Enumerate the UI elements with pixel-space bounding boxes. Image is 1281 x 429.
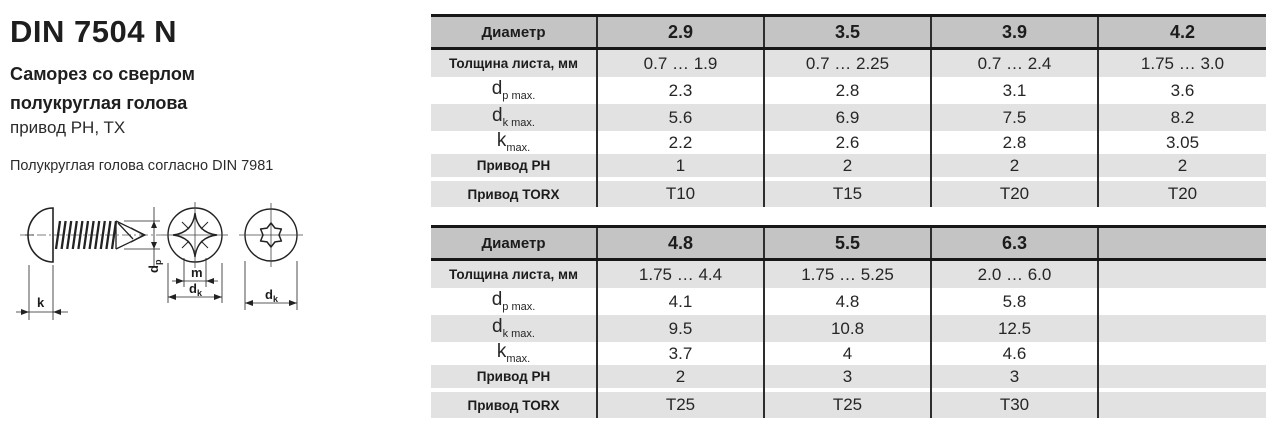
row-label: $d_{k max.}$ — [431, 104, 597, 131]
row-label: $k_{max.}$ — [431, 131, 597, 154]
table-row-drive-ph — [431, 154, 1266, 177]
value-cell: 2.6 — [764, 131, 931, 154]
value-cell: 0.7 … 2.4 — [931, 49, 1098, 78]
spec-table-large-diameters — [431, 225, 1266, 418]
dk-label-torx: $d_k$ — [265, 287, 278, 304]
value-cell: 3 — [764, 365, 931, 388]
value-cell: 2.8 — [764, 77, 931, 104]
torx-crosshair — [239, 203, 303, 267]
table-row-drive-torx — [431, 181, 1266, 207]
value-cell: T15 — [764, 181, 931, 207]
row-label: Привод PH — [431, 365, 597, 388]
table-row-sheet-thickness — [431, 49, 1266, 78]
dimension-table — [431, 225, 1266, 418]
value-cell: 1 — [597, 154, 764, 177]
subtitle-line-1: Саморез со сверлом — [10, 64, 195, 84]
value-cell: 8.2 — [1098, 104, 1266, 131]
drive-note: привод PH, TX — [10, 118, 126, 137]
table-row-k-max — [431, 131, 1266, 154]
product-subtitle — [10, 60, 195, 118]
value-cell: 3.05 — [1098, 131, 1266, 154]
value-cell: 5.6 — [597, 104, 764, 131]
row-label: $d_{p max.}$ — [431, 77, 597, 104]
k-label: k — [37, 295, 45, 310]
table-row-sheet-thickness — [431, 260, 1266, 289]
dp-label: $d_p$ — [146, 259, 163, 273]
diameter-header-cell: 5.5 — [764, 227, 931, 260]
dimension-k — [16, 265, 68, 320]
value-cell: 3 — [931, 365, 1098, 388]
table-header-row — [431, 227, 1266, 260]
value-cell: 0.7 … 2.25 — [764, 49, 931, 78]
value-cell: 2 — [931, 154, 1098, 177]
table-row-k-max — [431, 342, 1266, 365]
dk-label-ph: $d_k$ — [189, 281, 202, 298]
diameter-header-cell: 2.9 — [597, 16, 764, 49]
value-cell — [1098, 288, 1266, 315]
diameter-header-cell: 3.9 — [931, 16, 1098, 49]
table-row-dk-max — [431, 104, 1266, 131]
spec-table-small-diameters — [431, 14, 1266, 207]
ph-crosshair — [162, 202, 228, 268]
value-cell: 4 — [764, 342, 931, 365]
table-row-drive-ph — [431, 365, 1266, 388]
table-row-dk-max — [431, 315, 1266, 342]
diameter-header-cell: 6.3 — [931, 227, 1098, 260]
dimension-dk-torx — [245, 261, 297, 310]
value-cell: 9.5 — [597, 315, 764, 342]
value-cell: T25 — [597, 392, 764, 418]
value-cell: 0.7 … 1.9 — [597, 49, 764, 78]
row-label: Привод TORX — [431, 392, 597, 418]
value-cell: 4.8 — [764, 288, 931, 315]
value-cell: 3.6 — [1098, 77, 1266, 104]
value-cell: 10.8 — [764, 315, 931, 342]
page-title: DIN 7504 N — [10, 14, 177, 49]
row-label: Привод TORX — [431, 181, 597, 207]
diameter-header-cell: 4.8 — [597, 227, 764, 260]
value-cell: T30 — [931, 392, 1098, 418]
value-cell: 2.0 … 6.0 — [931, 260, 1098, 289]
value-cell — [1098, 315, 1266, 342]
left-info-panel — [10, 0, 425, 429]
row-label: $d_{p max.}$ — [431, 288, 597, 315]
head-standard-note: Полукруглая голова согласно DIN 7981 — [10, 158, 274, 174]
value-cell: 4.1 — [597, 288, 764, 315]
value-cell: 6.9 — [764, 104, 931, 131]
m-label: m — [191, 265, 203, 280]
value-cell: 2.2 — [597, 131, 764, 154]
value-cell: T10 — [597, 181, 764, 207]
table-row-dp-max — [431, 77, 1266, 104]
table-row-dp-max — [431, 288, 1266, 315]
value-cell: 3.1 — [931, 77, 1098, 104]
table-row-drive-torx — [431, 392, 1266, 418]
value-cell: 4.6 — [931, 342, 1098, 365]
value-cell: 1.75 … 4.4 — [597, 260, 764, 289]
value-cell: T20 — [1098, 181, 1266, 207]
row-label: Привод PH — [431, 154, 597, 177]
row-label: $k_{max.}$ — [431, 342, 597, 365]
value-cell: 3.7 — [597, 342, 764, 365]
header-label-cell: Диаметр — [431, 227, 597, 260]
diameter-header-cell: 4.2 — [1098, 16, 1266, 49]
value-cell: 7.5 — [931, 104, 1098, 131]
row-label: $d_{k max.}$ — [431, 315, 597, 342]
row-label: Толщина листа, мм — [431, 49, 597, 78]
row-label: Толщина листа, мм — [431, 260, 597, 289]
value-cell: 1.75 … 3.0 — [1098, 49, 1266, 78]
value-cell: T25 — [764, 392, 931, 418]
value-cell: 2 — [764, 154, 931, 177]
table-header-row — [431, 16, 1266, 49]
header-label-cell: Диаметр — [431, 16, 597, 49]
diameter-header-cell — [1098, 227, 1266, 260]
diameter-header-cell: 3.5 — [764, 16, 931, 49]
value-cell — [1098, 342, 1266, 365]
value-cell: 2.8 — [931, 131, 1098, 154]
screw-technical-drawing — [12, 195, 317, 327]
value-cell — [1098, 365, 1266, 388]
value-cell: 5.8 — [931, 288, 1098, 315]
value-cell: 1.75 … 5.25 — [764, 260, 931, 289]
value-cell: T20 — [931, 181, 1098, 207]
value-cell: 2.3 — [597, 77, 764, 104]
value-cell: 2 — [1098, 154, 1266, 177]
dimension-table — [431, 14, 1266, 207]
value-cell: 2 — [597, 365, 764, 388]
value-cell — [1098, 392, 1266, 418]
value-cell: 12.5 — [931, 315, 1098, 342]
subtitle-line-2: полукруглая голова — [10, 93, 188, 113]
value-cell — [1098, 260, 1266, 289]
